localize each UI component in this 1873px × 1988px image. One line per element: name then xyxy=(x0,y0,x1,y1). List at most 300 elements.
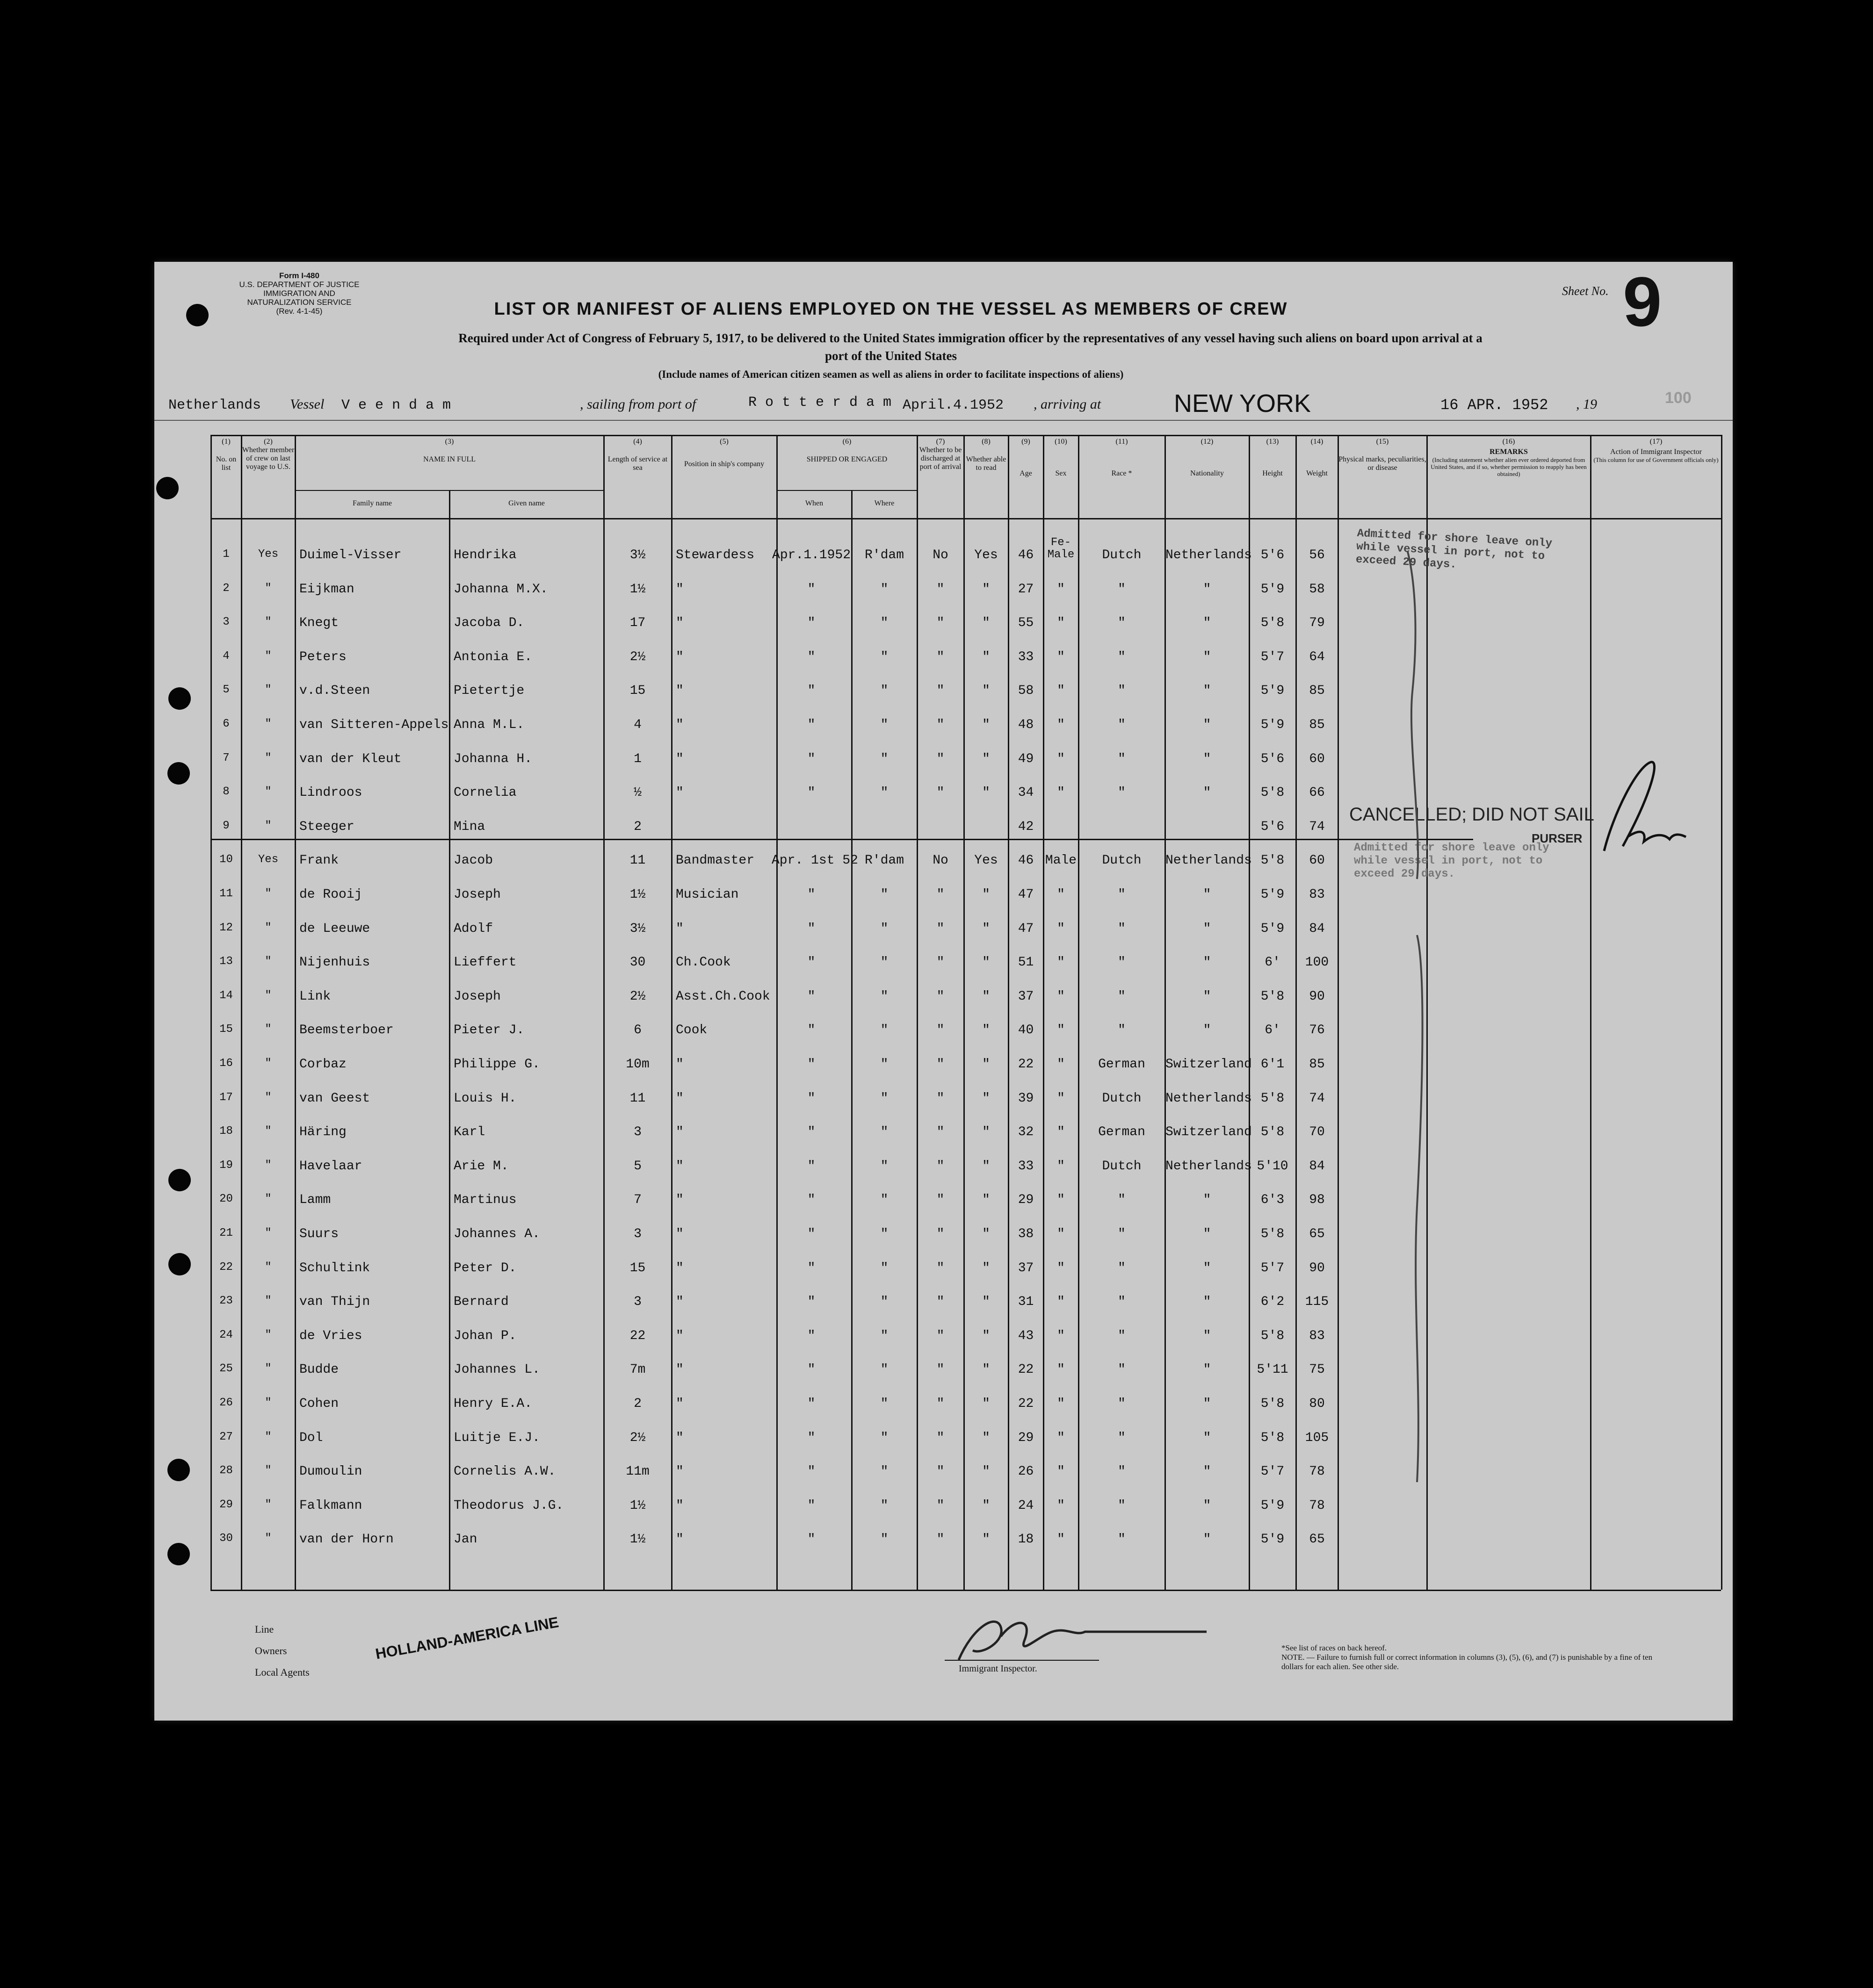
cell-weight: 65 xyxy=(1309,1532,1325,1547)
table-top-border xyxy=(210,435,1721,436)
cell-read: " xyxy=(982,751,990,766)
table-row xyxy=(154,1023,1733,1042)
col-label: Sex xyxy=(1055,469,1067,477)
cell-position: " xyxy=(676,684,684,699)
cell-service: 1½ xyxy=(629,582,646,597)
table-row xyxy=(154,1261,1733,1280)
cell-race: " xyxy=(1118,582,1126,597)
cell-read: " xyxy=(982,1261,990,1275)
cell-prev: " xyxy=(265,819,272,832)
cell-race: " xyxy=(1118,887,1126,902)
cell-family: Beemsterboer xyxy=(299,1023,394,1038)
cell-weight: 75 xyxy=(1309,1362,1325,1377)
cell-given: Bernard xyxy=(454,1295,509,1310)
cell-read: " xyxy=(982,1464,990,1479)
table-row xyxy=(154,887,1733,906)
cell-family: Budde xyxy=(299,1362,339,1377)
cell-prev: " xyxy=(265,955,272,968)
col-header-remarks xyxy=(1427,438,1590,477)
cell-weight: 85 xyxy=(1309,684,1325,699)
cell-height: 6'1 xyxy=(1260,1057,1285,1072)
col-border xyxy=(776,435,778,1590)
cell-no: 21 xyxy=(219,1227,233,1239)
cell-race: Dutch xyxy=(1102,1159,1142,1174)
cell-given: Johanna M.X. xyxy=(454,582,548,597)
cell-service: 11 xyxy=(629,1091,646,1106)
cell-age: 58 xyxy=(1018,684,1034,699)
col-border xyxy=(917,435,918,1590)
col-header-weight xyxy=(1296,438,1338,478)
cell-service: 2½ xyxy=(629,1430,646,1445)
col-num: (5) xyxy=(720,438,729,446)
col-border xyxy=(1249,435,1250,1590)
vessel-flag: Netherlands xyxy=(168,397,261,413)
cell-height: 5'11 xyxy=(1257,1362,1288,1377)
cell-nationality: " xyxy=(1203,921,1211,936)
col-num: (2) xyxy=(264,438,273,446)
col-border xyxy=(295,435,296,1590)
cell-prev: " xyxy=(265,1091,272,1104)
cell-sex: " xyxy=(1057,1430,1065,1445)
cell-nationality: Netherlands xyxy=(1165,853,1252,868)
cell-sex: " xyxy=(1057,921,1065,936)
cell-age: 22 xyxy=(1018,1057,1034,1072)
cell-weight: 74 xyxy=(1309,819,1325,834)
table-row xyxy=(154,616,1733,634)
cell-discharged: " xyxy=(936,955,945,970)
cell-nationality: Switzerland xyxy=(1165,1125,1252,1140)
cell-no: 8 xyxy=(223,785,230,799)
punch-hole xyxy=(186,304,209,326)
cell-service: 4 xyxy=(634,718,642,732)
cell-when: " xyxy=(807,1532,816,1547)
cell-service: 1½ xyxy=(629,887,646,902)
manifest-sheet xyxy=(154,262,1733,1721)
col-num: (11) xyxy=(1115,438,1128,446)
cell-when: Apr. 1st 52 xyxy=(772,853,858,868)
col-border xyxy=(603,435,605,1590)
col-num: (7) xyxy=(936,438,945,446)
cell-where: " xyxy=(880,1125,889,1140)
col-label: REMARKS xyxy=(1490,448,1528,456)
cell-given: Joseph xyxy=(454,989,501,1004)
cell-given: Theodorus J.G. xyxy=(454,1498,564,1513)
ditto-bracket-line xyxy=(1389,552,1445,1487)
cell-sex: " xyxy=(1057,955,1065,970)
cell-weight: 84 xyxy=(1309,921,1325,936)
cell-where: " xyxy=(880,887,889,902)
cell-age: 22 xyxy=(1018,1397,1034,1411)
col-border xyxy=(210,435,212,1590)
cell-height: 5'9 xyxy=(1260,684,1285,699)
cell-given: Hendrika xyxy=(454,548,517,562)
cell-given: Jacoba D. xyxy=(454,616,525,631)
cell-race: " xyxy=(1118,1464,1126,1479)
cell-given: Johannes L. xyxy=(454,1362,540,1377)
cell-no: 17 xyxy=(219,1091,233,1104)
cell-service: 2 xyxy=(634,1397,642,1411)
cell-read: " xyxy=(982,955,990,970)
arrival-port: NEW YORK xyxy=(1174,389,1311,418)
cell-service: 17 xyxy=(629,616,646,631)
cell-when: " xyxy=(807,649,816,664)
cell-family: van der Kleut xyxy=(299,751,402,766)
cell-nationality: " xyxy=(1203,1261,1211,1275)
cell-prev: " xyxy=(265,1023,272,1036)
cell-age: 29 xyxy=(1018,1193,1034,1208)
col-border xyxy=(1338,435,1339,1590)
cell-discharged: " xyxy=(936,989,945,1004)
cell-race: " xyxy=(1118,989,1126,1004)
col-label: Physical marks, peculiarities, or disease xyxy=(1338,455,1426,472)
cell-race: " xyxy=(1118,785,1126,800)
cell-where: " xyxy=(880,1328,889,1343)
cell-height: 5'9 xyxy=(1260,1532,1285,1547)
table-row xyxy=(154,1329,1733,1347)
local-agents-label: Local Agents xyxy=(255,1666,310,1678)
cell-prev: " xyxy=(265,1498,272,1511)
col-num: (1) xyxy=(222,438,231,446)
cell-prev: " xyxy=(265,921,272,934)
cell-race: " xyxy=(1118,1295,1126,1310)
cell-age: 32 xyxy=(1018,1125,1034,1140)
cell-prev: " xyxy=(265,616,272,629)
col-label: Nationality xyxy=(1190,469,1224,477)
cell-read: " xyxy=(982,684,990,699)
cell-position: " xyxy=(676,718,684,732)
cell-weight: 80 xyxy=(1309,1397,1325,1411)
cell-when: " xyxy=(807,1430,816,1445)
revision: (Rev. 4-1-45) xyxy=(276,307,323,316)
cell-nationality: Netherlands xyxy=(1165,548,1252,562)
table-row xyxy=(154,1125,1733,1144)
cell-height: 5'9 xyxy=(1260,718,1285,732)
races-note: *See list of races on back hereof. xyxy=(1281,1643,1387,1652)
cell-given: Pietertje xyxy=(454,684,525,699)
cell-age: 43 xyxy=(1018,1328,1034,1343)
cell-read: " xyxy=(982,1362,990,1377)
cell-read: " xyxy=(982,718,990,732)
cell-discharged: " xyxy=(936,1464,945,1479)
cell-given: Jacob xyxy=(454,853,493,868)
cell-service: 2 xyxy=(634,819,642,834)
cell-prev: Yes xyxy=(258,548,279,561)
cell-nationality: Netherlands xyxy=(1165,1159,1252,1174)
cell-read: " xyxy=(982,1397,990,1411)
cell-height: 5'8 xyxy=(1260,1328,1285,1343)
cell-when: " xyxy=(807,1261,816,1275)
cell-height: 6'2 xyxy=(1260,1295,1285,1310)
cell-family: Knegt xyxy=(299,616,339,631)
cell-when: " xyxy=(807,989,816,1004)
cell-no: 20 xyxy=(219,1193,233,1206)
cell-age: 26 xyxy=(1018,1464,1034,1479)
cell-height: 5'8 xyxy=(1260,785,1285,800)
cell-race: " xyxy=(1118,1227,1126,1241)
cell-age: 34 xyxy=(1018,785,1034,800)
cell-no: 27 xyxy=(219,1430,233,1443)
cell-prev: " xyxy=(265,1328,272,1341)
col-num: (15) xyxy=(1376,438,1389,446)
cell-no: 5 xyxy=(223,684,230,697)
cell-race: " xyxy=(1118,921,1126,936)
cell-sex: " xyxy=(1057,1362,1065,1377)
cell-sex: " xyxy=(1057,1295,1065,1310)
cell-height: 5'10 xyxy=(1257,1159,1288,1174)
cell-when: " xyxy=(807,1328,816,1343)
cell-where: " xyxy=(880,1023,889,1038)
col-label: Height xyxy=(1262,469,1283,477)
cell-race: " xyxy=(1118,616,1126,631)
cell-when: " xyxy=(807,1193,816,1208)
cell-height: 5'7 xyxy=(1260,1464,1285,1479)
cell-family: de Vries xyxy=(299,1328,362,1343)
cell-race: " xyxy=(1118,1261,1126,1275)
cell-given: Antonia E. xyxy=(454,649,533,664)
cell-where: " xyxy=(880,1295,889,1310)
voyage-line xyxy=(154,389,1733,418)
punch-hole xyxy=(156,477,179,499)
cell-age: 49 xyxy=(1018,751,1034,766)
cell-discharged: " xyxy=(936,1023,945,1038)
cell-sex: " xyxy=(1057,1091,1065,1106)
cell-nationality: " xyxy=(1203,1532,1211,1547)
col-label: Weight xyxy=(1306,469,1328,477)
col-num: (13) xyxy=(1266,438,1279,446)
col-header-discharged xyxy=(918,438,963,471)
cell-when: " xyxy=(807,684,816,699)
cell-nationality: " xyxy=(1203,684,1211,699)
cell-no: 22 xyxy=(219,1261,233,1274)
cell-where: " xyxy=(880,616,889,631)
col-header-service xyxy=(604,438,671,472)
col-header-age xyxy=(1009,438,1043,478)
cell-read: " xyxy=(982,1193,990,1208)
cell-prev: " xyxy=(265,684,272,697)
cell-given: Arie M. xyxy=(454,1159,509,1174)
cell-family: Häring xyxy=(299,1125,347,1140)
cell-sex: " xyxy=(1057,616,1065,631)
cell-weight: 83 xyxy=(1309,887,1325,902)
cell-service: 3 xyxy=(634,1227,642,1241)
table-row xyxy=(154,650,1733,669)
voyage-rule xyxy=(154,420,1733,421)
cell-when: " xyxy=(807,1159,816,1174)
cell-weight: 79 xyxy=(1309,616,1325,631)
cell-no: 7 xyxy=(223,751,230,764)
col-border xyxy=(1295,435,1297,1590)
cell-height: 5'8 xyxy=(1260,989,1285,1004)
cell-given: Martinus xyxy=(454,1193,517,1208)
cell-prev: " xyxy=(265,1362,272,1376)
cell-age: 31 xyxy=(1018,1295,1034,1310)
cell-service: 30 xyxy=(629,955,646,970)
company-stamp: HOLLAND-AMERICA LINE xyxy=(374,1613,560,1663)
table-row xyxy=(154,718,1733,736)
cell-family: de Rooij xyxy=(299,887,362,902)
cell-age: 46 xyxy=(1018,853,1034,868)
cell-weight: 70 xyxy=(1309,1125,1325,1140)
cell-sex: " xyxy=(1057,1125,1065,1140)
cell-race: " xyxy=(1118,955,1126,970)
cell-given: Luitje E.J. xyxy=(454,1430,540,1445)
cell-nationality: " xyxy=(1203,649,1211,664)
cell-where: " xyxy=(880,684,889,699)
cell-prev: " xyxy=(265,989,272,1002)
table-row xyxy=(154,1532,1733,1551)
col-header-read xyxy=(964,438,1008,472)
cell-age: 51 xyxy=(1018,955,1034,970)
purser-stamp: PURSER xyxy=(1532,831,1583,845)
cell-discharged: " xyxy=(936,785,945,800)
table-row xyxy=(154,1159,1733,1178)
cell-when: " xyxy=(807,1125,816,1140)
cell-family: Frank xyxy=(299,853,339,868)
cell-family: Falkmann xyxy=(299,1498,362,1513)
cell-read: Yes xyxy=(974,548,998,562)
cell-family: Eijkman xyxy=(299,582,354,597)
cell-sex: " xyxy=(1057,1193,1065,1208)
cell-age: 42 xyxy=(1018,819,1034,834)
cell-height: 5'7 xyxy=(1260,1261,1285,1275)
cell-height: 5'8 xyxy=(1260,853,1285,868)
cell-discharged: " xyxy=(936,684,945,699)
cell-race: " xyxy=(1118,1498,1126,1513)
cell-given: Joseph xyxy=(454,887,501,902)
table-row xyxy=(154,785,1733,804)
cell-prev: " xyxy=(265,649,272,663)
cell-service: 2½ xyxy=(629,649,646,664)
cell-age: 48 xyxy=(1018,718,1034,732)
year-label: , 19 xyxy=(1576,396,1597,412)
cell-sex: " xyxy=(1057,1328,1065,1343)
cell-family: de Leeuwe xyxy=(299,921,370,936)
cell-race: " xyxy=(1118,1328,1126,1343)
departure-date: April.4.1952 xyxy=(903,397,1004,413)
cell-discharged: " xyxy=(936,1159,945,1174)
col-label: Whether to be discharged at port of arrival xyxy=(919,446,962,471)
cell-weight: 78 xyxy=(1309,1498,1325,1513)
cell-family: van Thijn xyxy=(299,1295,370,1310)
cell-position: Asst.Ch.Cook xyxy=(676,989,770,1004)
cell-height: 5'8 xyxy=(1260,1397,1285,1411)
cell-no: 14 xyxy=(219,989,233,1002)
cell-service: 1½ xyxy=(629,1532,646,1547)
cell-when: " xyxy=(807,1091,816,1106)
cell-age: 40 xyxy=(1018,1023,1034,1038)
cell-given: Pieter J. xyxy=(454,1023,525,1038)
shipped-subheader-rule xyxy=(776,490,917,491)
cell-service: 15 xyxy=(629,684,646,699)
table-bottom-border xyxy=(210,1590,1721,1591)
cell-weight: 83 xyxy=(1309,1328,1325,1343)
cell-age: 24 xyxy=(1018,1498,1034,1513)
cell-discharged: " xyxy=(936,1125,945,1140)
col-num: (4) xyxy=(633,438,642,446)
cell-when: " xyxy=(807,1397,816,1411)
col-num: (8) xyxy=(982,438,991,446)
cell-service: 7 xyxy=(634,1193,642,1208)
cell-service: 10m xyxy=(626,1057,650,1072)
cell-position: " xyxy=(676,1498,684,1513)
cell-where: " xyxy=(880,1464,889,1479)
cell-weight: 90 xyxy=(1309,989,1325,1004)
cell-when: " xyxy=(807,1227,816,1241)
cell-where: " xyxy=(880,785,889,800)
cell-position: Stewardess xyxy=(676,548,755,562)
subtitle-act: Required under Act of Congress of February 5, 1917, to be delivered to the United States immigration officer by the representatives of any vessel having such aliens on board upon arrival at a xyxy=(458,331,1482,345)
col-header-race xyxy=(1079,438,1164,478)
cell-when: Apr.1.1952 xyxy=(772,548,851,562)
cell-position: Ch.Cook xyxy=(676,955,731,970)
cell-weight: 74 xyxy=(1309,1091,1325,1106)
cell-discharged: " xyxy=(936,1295,945,1310)
col-header-sex xyxy=(1044,438,1078,478)
cell-when: " xyxy=(807,1498,816,1513)
col-header-position xyxy=(672,438,776,468)
cell-height: 5'8 xyxy=(1260,1227,1285,1241)
cell-height: 5'9 xyxy=(1260,582,1285,597)
cell-read: " xyxy=(982,616,990,631)
table-row xyxy=(154,1498,1733,1517)
cell-height: 6' xyxy=(1265,1023,1280,1038)
cell-height: 5'8 xyxy=(1260,1125,1285,1140)
arriving-label: , arriving at xyxy=(1034,396,1101,412)
cell-nationality: " xyxy=(1203,1193,1211,1208)
cell-height: 5'9 xyxy=(1260,1498,1285,1513)
form-number: Form I-480 xyxy=(279,271,319,280)
cell-position: " xyxy=(676,1261,684,1275)
cell-nationality: " xyxy=(1203,1328,1211,1343)
cell-when: " xyxy=(807,1295,816,1310)
cell-prev: " xyxy=(265,1464,272,1477)
cell-race: Dutch xyxy=(1102,1091,1142,1106)
departure-port: R o t t e r d a m xyxy=(748,395,892,411)
cell-no: 11 xyxy=(219,887,233,900)
cell-given: Mina xyxy=(454,819,485,834)
cell-age: 38 xyxy=(1018,1227,1034,1241)
cell-no: 16 xyxy=(219,1057,233,1070)
cell-nationality: " xyxy=(1203,1227,1211,1241)
cell-sex: " xyxy=(1057,582,1065,597)
table-row xyxy=(154,1295,1733,1313)
cell-race: " xyxy=(1118,684,1126,699)
cell-prev: " xyxy=(265,582,272,595)
cell-discharged: " xyxy=(936,887,945,902)
cell-age: 37 xyxy=(1018,989,1034,1004)
cell-where: " xyxy=(880,1261,889,1275)
cell-sex: " xyxy=(1057,1023,1065,1038)
penalty-note: NOTE. — Failure to furnish full or correct information in columns (3), (5), (6), and (7) is punishable by a fine of ten dollars for each alien. See other side. xyxy=(1281,1653,1653,1671)
cell-read: " xyxy=(982,1091,990,1106)
col-header-physical-marks xyxy=(1338,438,1426,472)
cell-weight: 60 xyxy=(1309,751,1325,766)
cell-age: 18 xyxy=(1018,1532,1034,1547)
cell-discharged: " xyxy=(936,751,945,766)
cell-service: 3 xyxy=(634,1125,642,1140)
cell-no: 30 xyxy=(219,1532,233,1545)
cell-discharged: " xyxy=(936,1532,945,1547)
cell-prev: " xyxy=(265,1057,272,1070)
cell-family: Nijenhuis xyxy=(299,955,370,970)
cell-race: " xyxy=(1118,1397,1126,1411)
cell-no: 26 xyxy=(219,1397,233,1409)
cell-age: 29 xyxy=(1018,1430,1034,1445)
cell-race: " xyxy=(1118,649,1126,664)
cell-sex: " xyxy=(1057,1261,1065,1275)
cell-nationality: " xyxy=(1203,785,1211,800)
cell-read: " xyxy=(982,1023,990,1038)
